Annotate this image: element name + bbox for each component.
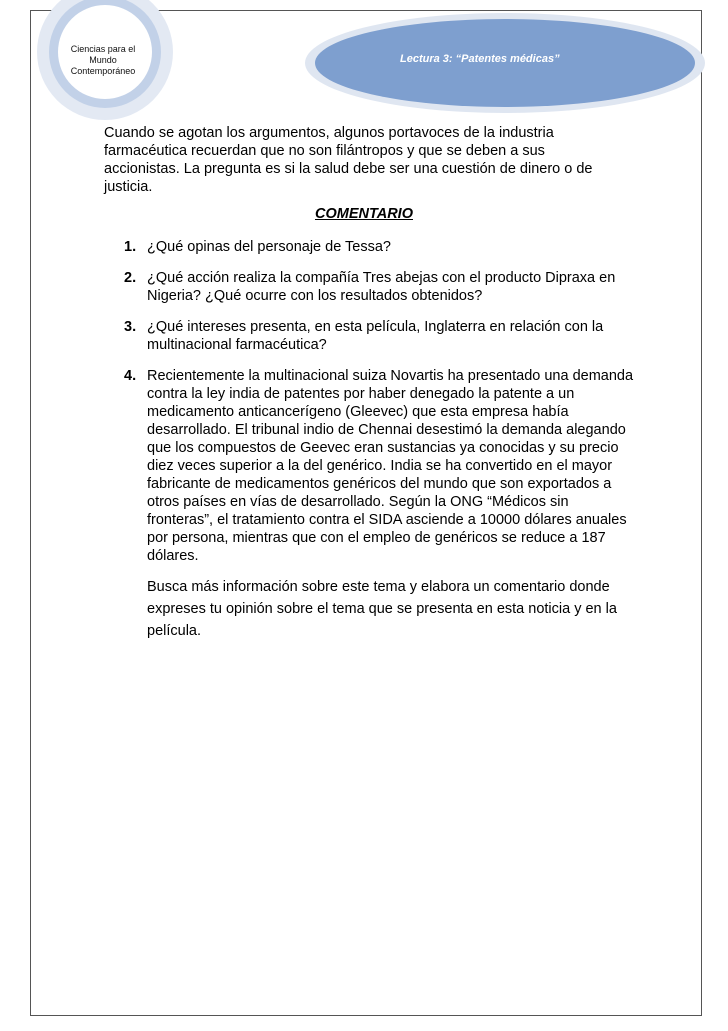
question-number: 1. <box>124 239 137 255</box>
header-subject-line3: Contemporáneo <box>70 66 136 76</box>
question-number: 4. <box>124 368 137 384</box>
intro-paragraph: Cuando se agotan los argumentos, algunos portavoces de la industria farmacéutica recuerdan que no son filántropos y que se deben a sus accionistas. La pregunta es si la salud debe ser una cuestión de dinero o de justicia. <box>104 125 593 195</box>
question-item <box>124 269 634 305</box>
section-title: COMENTARIO <box>314 206 413 222</box>
question-text: Recientemente la multinacional suiza Novartis ha presentado una demanda contra la ley india de patentes por haber denegado la patente a un medicamento anticancerígeno (Gleevec) que esta empresa había desarrollado. El tribunal indio de Chennai desestimó la demanda alegando que los compuestos de Geevec eran sustancias ya conocidas y su precio diez veces superior a la del genérico. India se ha convertido en el mayor fabricante de medicamentos genéricos del mundo que son exportados a otros países en vías de desarrollado. Según la ONG “Médicos sin fronteras”, el tratamiento contra el SIDA asciende a 10000 dólares anuales por persona, mientras que con el empleo de genéricos se reduce a 187 dólares. <box>147 368 634 564</box>
question-item <box>124 318 634 354</box>
header-subject <box>58 44 148 77</box>
question-list <box>124 238 634 578</box>
question-text: ¿Qué acción realiza la compañía Tres abejas con el producto Dipraxa en Nigeria? ¿Qué ocurre con los resultados obtenidos? <box>147 270 616 304</box>
question-text: ¿Qué intereses presenta, en esta película, Inglaterra en relación con la multinacional farmacéutica? <box>147 319 604 353</box>
header-subject-line1: Ciencias para el <box>70 44 136 54</box>
question-item <box>124 238 634 256</box>
question-item <box>124 367 634 565</box>
lecture-title: Lectura 3: “Patentes médicas” <box>400 53 560 65</box>
closing-paragraph: Busca más información sobre este tema y elabora un comentario donde expreses tu opinión sobre el tema que se presenta en esta noticia y en la película. <box>147 579 617 639</box>
question-number: 2. <box>124 270 137 286</box>
header-subject-line2: Mundo <box>89 55 117 65</box>
question-text: ¿Qué opinas del personaje de Tessa? <box>147 239 391 255</box>
question-number: 3. <box>124 319 137 335</box>
